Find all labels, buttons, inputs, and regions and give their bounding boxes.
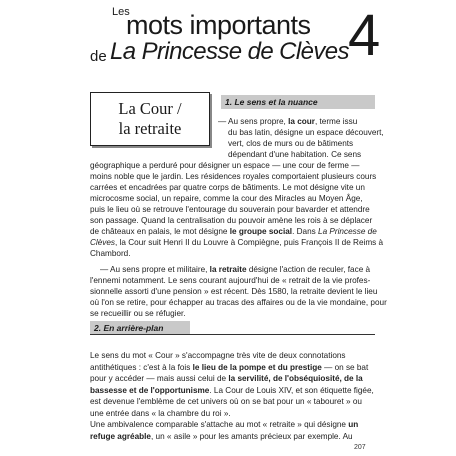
- section-heading-1: [221, 95, 375, 109]
- para1-segment: , terme issu: [314, 117, 358, 126]
- para2-line: [90, 308, 186, 319]
- para1-line: [90, 215, 372, 226]
- para1-segment: — Au sens propre,: [218, 117, 289, 126]
- para2-line: [100, 264, 370, 275]
- page-number: 207: [354, 444, 366, 451]
- para1-line: [228, 127, 384, 138]
- section-heading-1-label: 1. Le sens et la nuance: [225, 97, 318, 107]
- para1-line: [90, 226, 377, 237]
- para1-segment: puis le lieu où se retrouve l'entourage du souverain pour bavarder et attendre: [90, 205, 370, 214]
- para3-segment: refuge agréable: [90, 431, 151, 441]
- para1-segment: géographique a perduré pour désigner un espace — une cour de ferme —: [90, 161, 360, 170]
- header-title-line1: mots importants: [126, 10, 311, 40]
- para1-segment: carrées et encadrées par quatre corps de bâtiments. Le mot désigne vite un: [90, 183, 365, 192]
- para2-segment: où l'on se retire, pour échapper au tracas des affaires ou de la vie mondaine, pour: [90, 298, 387, 307]
- para3-line: [90, 385, 374, 396]
- para3-segment: Le sens du mot « Cour » s'accompagne très vite de deux connotations: [90, 351, 346, 360]
- chapter-number: 4: [348, 3, 381, 68]
- para3-line: [90, 431, 353, 442]
- para3-segment: est devenue l'emblème de cet univers où on se bat pour un « tabouret » ou: [90, 397, 362, 406]
- para1-line: [90, 171, 376, 182]
- para3-segment: pour y accéder — mais aussi celui de: [90, 374, 229, 383]
- para3-segment: Une ambivalence comparable s'attache au mot « retraite » qui désigne: [90, 420, 349, 429]
- section-divider: [90, 334, 375, 335]
- header-title-line2: La Princesse de Clèves: [110, 38, 349, 65]
- para1-line: [90, 237, 383, 248]
- para2-segment: la retraite: [209, 265, 247, 274]
- section-heading-2-label: 2. En arrière-plan: [94, 323, 164, 333]
- para1-line: [90, 182, 365, 193]
- para1-segment: le groupe social: [229, 227, 293, 236]
- para1-segment: vert, clos de murs ou de bâtiments: [228, 139, 354, 148]
- para3-segment: la servilité, de l'obséquiosité, de la: [228, 374, 363, 383]
- boxed-title: [90, 92, 210, 146]
- para1-line: [90, 193, 363, 204]
- para3-segment: — on se bat: [321, 362, 369, 372]
- boxed-title-line2: la retraite: [118, 119, 182, 138]
- para1-line: [218, 116, 357, 127]
- para1-segment: La Princesse de: [318, 227, 377, 236]
- para2-segment: l'ennemi notamment. Le sens courant aujourd'hui de « retrait de la vie profes-: [90, 276, 371, 285]
- para3-line: [90, 362, 368, 373]
- para2-line: [90, 275, 370, 286]
- para1-segment: Clèves: [90, 238, 116, 247]
- para2-line: [90, 286, 377, 297]
- para3-segment: le lieu de la pompe et du prestige: [192, 362, 322, 372]
- para3-segment: antithétiques : c'est à la fois: [90, 362, 193, 372]
- para1-line: [228, 138, 353, 149]
- para2-segment: — Au sens propre et militaire,: [100, 265, 210, 274]
- para2-segment: sionnelle assorti d'une pension » est récent. Dès 1580, la retraite devient le lieu: [90, 287, 378, 296]
- para1-segment: dépendant d'une habitation. Ce sens: [228, 150, 362, 159]
- para1-segment: . Dans: [292, 227, 319, 236]
- para1-line: [228, 149, 361, 160]
- para3-segment: un: [348, 420, 359, 429]
- section-heading-2: [90, 321, 190, 335]
- header-les: Les: [112, 6, 130, 18]
- para3-segment: . La Cour de Louis XIV, et son étiquette figée,: [209, 385, 374, 395]
- para1-segment: son passage. Quand la centralisation du pouvoir amène les rois à se déplacer: [90, 216, 373, 225]
- para1-line: [90, 160, 359, 171]
- para1-segment: Chambord.: [90, 249, 131, 258]
- header-de: de: [90, 48, 107, 65]
- para3-line: [90, 419, 358, 430]
- para3-line: [90, 396, 362, 407]
- para1-segment: microcosme social, un repaire, comme la cour des Miracles au Moyen Âge,: [90, 194, 363, 203]
- para3-segment: une entrée dans « la chambre du roi ».: [90, 408, 231, 418]
- para1-line: [90, 204, 370, 215]
- para2-segment: se recueillir ou se réfugier.: [90, 309, 186, 318]
- para3-segment: bassesse et de l'opportunisme: [90, 385, 210, 395]
- para1-segment: moins noble que le jardin. Les résidences royales comportaient plusieurs cours: [90, 172, 377, 181]
- para3-segment: , un « asile » pour les amants précieux par exemple. Au: [150, 431, 353, 441]
- para1-line: [90, 248, 131, 259]
- para1-segment: la cour: [288, 117, 315, 126]
- boxed-title-line1: La Cour /: [118, 99, 182, 118]
- para1-segment: de châteaux en palais, le mot désigne: [90, 227, 230, 236]
- para1-segment: , la Cour suit Henri II du Louvre à Compiègne, puis François II de Reims à: [115, 238, 384, 247]
- para2-segment: désigne l'action de reculer, face à: [246, 265, 371, 274]
- para3-line: [90, 408, 231, 419]
- para3-line: [90, 373, 363, 384]
- para2-line: [90, 297, 387, 308]
- para1-segment: du bas latin, désigne un espace découvert,: [228, 128, 384, 137]
- para3-line: [90, 350, 346, 361]
